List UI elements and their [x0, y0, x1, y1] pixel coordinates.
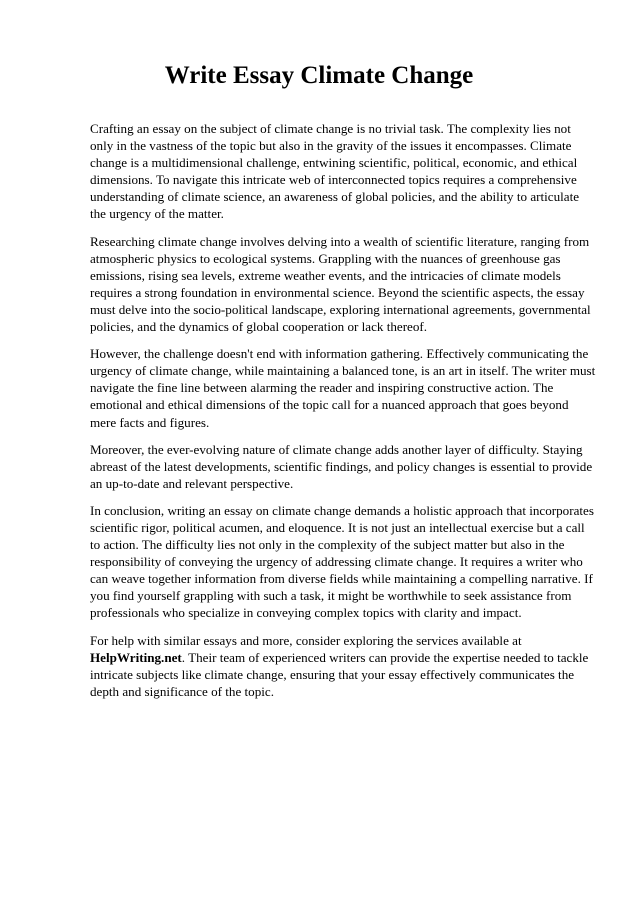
- paragraph-intro: Crafting an essay on the subject of climate change is no trivial task. The complexity lies not only in the vastness of the topic but also in the gravity of the issues it encompasses. Climate change is a multidimensional challenge, entwining scientific, political, economic, and ethical dimensions. To navigate this intricate web of interconnected topics requires a comprehensive understanding of climate science, an awareness of global policies, and the ability to articulate the urgency of the matter.: [90, 121, 580, 222]
- paragraph-communication: However, the challenge doesn't end with information gathering. Effectively communicating the urgency of climate change, while maintaining a balanced tone, is an art in itself. The writer must navigate the fine line between alarming the reader and inspiring constructive action. The emotional and ethical dimensions of the topic call for a nuanced approach that goes beyond mere facts and figures.: [90, 346, 596, 430]
- document-title: Write Essay Climate Change: [164, 62, 474, 89]
- help-intro-text: For help with similar essays and more, consider exploring the services available at: [90, 632, 522, 648]
- paragraph-help: [90, 632, 596, 700]
- helpwriting-link[interactable]: HelpWriting.net: [90, 649, 182, 665]
- paragraph-evolving-nature: Moreover, the ever-evolving nature of climate change adds another layer of difficulty. Staying abreast of the latest developments, scientific findings, and policy changes is essential to provide an up-to-date and relevant perspective.: [90, 441, 593, 491]
- document-body: [90, 120, 596, 710]
- help-rest-text: . Their team of experienced writers can provide the expertise needed to tackle intricate subjects like climate change, ensuring that your essay effectively communicates the depth and significance of the topic.: [90, 649, 589, 699]
- paragraph-research: Researching climate change involves delving into a wealth of scientific literature, ranging from atmospheric physics to ecological systems. Grappling with the nuances of greenhouse gas emissions, rising sea levels, extreme weather events, and the intricacies of climate models requires a strong foundation in environmental science. Beyond the scientific aspects, the essay must delve into the socio-political landscape, exploring international agreements, governmental policies, and the dynamics of global cooperation or lack thereof.: [90, 233, 591, 335]
- paragraph-conclusion: In conclusion, writing an essay on climate change demands a holistic approach that incorporates scientific rigor, political acumen, and eloquence. It is not just an intellectual exercise but a call to action. The difficulty lies not only in the complexity of the subject matter but also in the responsibility of conveying the urgency of addressing climate change. It requires a writer who can weave together information from diverse fields while maintaining a compelling narrative. If you find yourself grappling with such a task, it might be worthwhile to seek assistance from professionals who specialize in conveying complex topics with clarity and impact.: [90, 502, 594, 621]
